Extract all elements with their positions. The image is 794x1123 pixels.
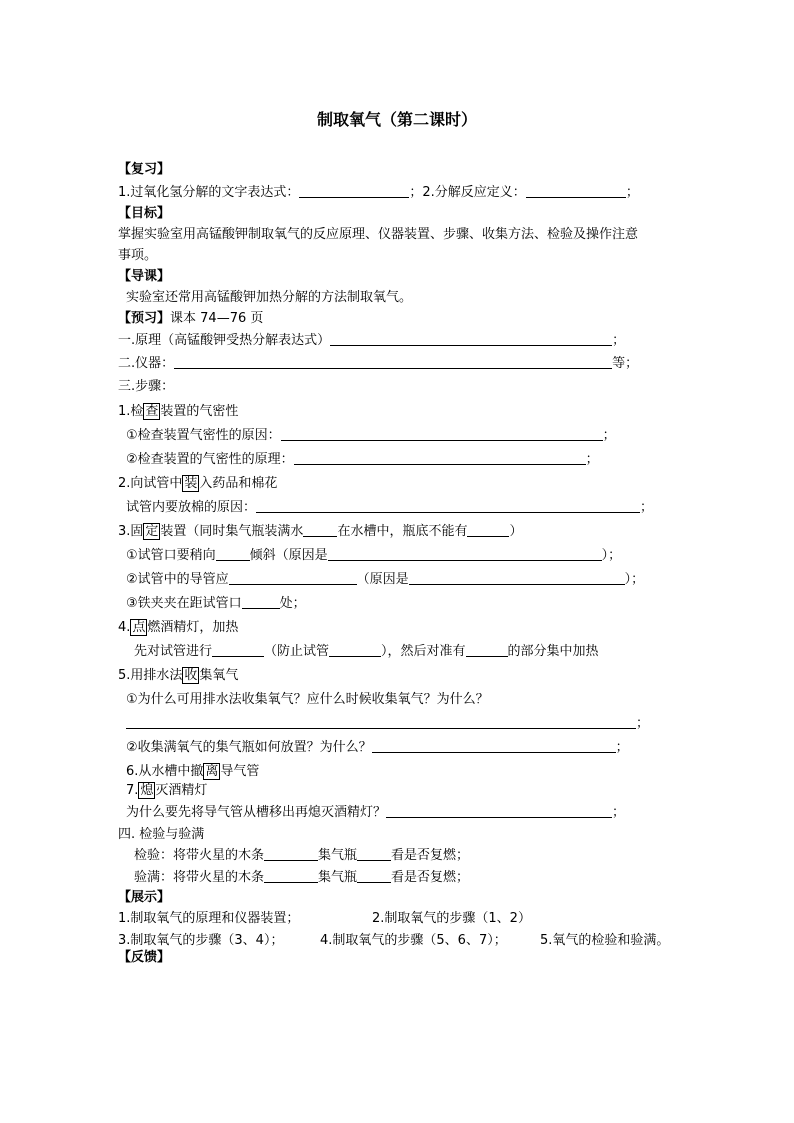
step-text: 燃酒精灯，加热 — [147, 620, 239, 635]
question-text: 集气瓶 — [318, 848, 358, 863]
question-text: （防止试管 — [264, 644, 330, 659]
step-text: ） — [509, 524, 523, 539]
answer-blank[interactable] — [329, 643, 381, 657]
answer-blank[interactable] — [126, 715, 636, 729]
show-item-5: 5.氧气的检验和验满。 — [540, 933, 670, 948]
step-text: 灭酒精灯 — [155, 783, 208, 798]
step-1 — [118, 403, 238, 421]
semicolon: ； — [640, 500, 654, 515]
answer-blank[interactable] — [386, 804, 612, 818]
step-6 — [126, 763, 259, 781]
step-5a-answer — [126, 715, 649, 733]
preview-pages: 课本 74—76 页 — [170, 311, 264, 326]
answer-blank[interactable] — [372, 739, 616, 753]
step-text: 装置（同时集气瓶装满水 — [160, 524, 304, 539]
boxed-char: 离 — [205, 764, 219, 779]
answer-blank[interactable] — [216, 547, 250, 561]
question-text: 检验：将带火星的木条 — [134, 848, 265, 863]
intro-text: 实验室还常用高锰酸钾加热分解的方法制取氧气。 — [126, 290, 413, 305]
question-text: ）； — [601, 548, 622, 563]
answer-blank[interactable] — [467, 523, 509, 537]
step-7a — [126, 804, 625, 822]
step-5b — [126, 739, 629, 757]
step-2a — [126, 499, 653, 517]
boxed-char: 装 — [184, 476, 198, 491]
question-text: ②收集满氧气的集气瓶如何放置？为什么？ — [126, 740, 372, 755]
question-text: 为什么要先将导气管从槽移出再熄灭酒精灯？ — [126, 805, 387, 820]
page-title: 制取氧气（第二课时） — [316, 110, 477, 129]
boxed-char: 定 — [145, 524, 159, 539]
answer-blank[interactable] — [294, 451, 586, 465]
step-text: 6.从水槽中撤 — [126, 764, 204, 779]
step-2 — [118, 475, 277, 493]
section-goal-header: 【目标】 — [118, 206, 171, 221]
question-text: 看是否复燃； — [391, 870, 470, 885]
step-text: 7. — [126, 783, 139, 798]
semicolon: ； — [602, 428, 616, 443]
question-text: 试管内要放棉的原因： — [126, 500, 257, 515]
question-text: 集气瓶 — [318, 870, 358, 885]
step-3 — [118, 523, 522, 541]
step-1b — [126, 451, 599, 469]
question-text: 验满：将带火星的木条 — [134, 870, 265, 885]
show-item-4: 4.制取氧气的步骤（5、6、7）； — [320, 933, 507, 948]
step-text: 5.用排水法 — [118, 668, 183, 683]
check-line-2 — [134, 869, 469, 887]
question-text: （原因是 — [356, 572, 409, 587]
step-4a — [134, 643, 599, 661]
answer-blank[interactable] — [256, 499, 640, 513]
semicolon: ； — [585, 452, 599, 467]
question-text: ①试管口要稍向 — [126, 548, 216, 563]
answer-blank[interactable] — [466, 643, 508, 657]
check-line-1 — [134, 847, 469, 865]
answer-blank[interactable] — [242, 595, 280, 609]
answer-blank[interactable] — [328, 547, 602, 561]
answer-blank[interactable] — [357, 869, 391, 883]
step-1a — [126, 427, 616, 445]
instruments-end: 等； — [612, 356, 639, 371]
section-show-header: 【展示】 — [118, 890, 171, 905]
answer-blank[interactable] — [281, 427, 603, 441]
review-q2: ；2.分解反应定义： — [409, 185, 526, 200]
instruments-line — [118, 355, 638, 373]
section-preview-header: 【预习】 — [118, 311, 171, 326]
question-text: ③铁夹夹在距试管口 — [126, 596, 242, 611]
answer-blank[interactable] — [409, 571, 625, 585]
question-text: ①检查装置气密性的原因： — [126, 428, 281, 443]
step-7 — [126, 782, 207, 800]
question-text: 看是否复燃； — [391, 848, 470, 863]
answer-blank[interactable] — [212, 643, 264, 657]
semicolon: ； — [612, 805, 626, 820]
principle-line — [118, 332, 625, 350]
check-header: 四. 检验与验满 — [118, 827, 205, 842]
semicolon: ； — [615, 740, 629, 755]
boxed-char: 熄 — [140, 783, 154, 798]
step-4 — [118, 619, 238, 637]
section-intro-header: 【导课】 — [118, 269, 171, 284]
step-text: 4. — [118, 620, 131, 635]
boxed-char: 点 — [132, 620, 146, 635]
answer-blank[interactable] — [229, 571, 357, 585]
question-text: 倾斜（原因是 — [249, 548, 328, 563]
question-text: ②检查装置的气密性的原理： — [126, 452, 294, 467]
step-text: 集氧气 — [199, 668, 239, 683]
section-review-header: 【复习】 — [118, 162, 171, 177]
step-text: 装置的气密性 — [160, 404, 239, 419]
step-text: 2.向试管中 — [118, 476, 183, 491]
step-5a: ①为什么可用排水法收集氧气？应什么时候收集氧气？为什么？ — [126, 692, 489, 707]
show-item-2: 2.制取氧气的步骤（1、2） — [372, 911, 531, 926]
answer-blank[interactable] — [526, 184, 626, 198]
steps-header: 三.步骤： — [118, 379, 175, 394]
semicolon: ； — [612, 333, 626, 348]
boxed-char: 收 — [184, 668, 198, 683]
boxed-char: 查 — [145, 404, 159, 419]
step-text: 导气管 — [220, 764, 260, 779]
review-end: ； — [625, 185, 639, 200]
question-text: ），然后对准有 — [381, 644, 466, 659]
answer-blank[interactable] — [174, 355, 612, 369]
question-text: ②试管中的导管应 — [126, 572, 229, 587]
review-line — [118, 184, 639, 202]
preview-line — [118, 310, 263, 328]
answer-blank[interactable] — [264, 847, 318, 861]
principle-label: 一.原理（高锰酸钾受热分解表达式） — [118, 333, 331, 348]
answer-blank[interactable] — [299, 184, 409, 198]
goal-line-2: 事项。 — [118, 248, 158, 263]
answer-blank[interactable] — [264, 869, 318, 883]
section-feedback-header: 【反馈】 — [118, 950, 171, 965]
step-text: 在水槽中，瓶底不能有 — [337, 524, 468, 539]
step-3c — [126, 595, 306, 613]
answer-blank[interactable] — [303, 523, 337, 537]
step-text: 3.固 — [118, 524, 144, 539]
semicolon: ； — [636, 716, 650, 731]
show-item-3: 3.制取氧气的步骤（3、4）； — [118, 933, 284, 948]
question-text: 先对试管进行 — [134, 644, 213, 659]
review-q1: 1.过氧化氢分解的文字表达式： — [118, 185, 300, 200]
step-text: 入药品和棉花 — [199, 476, 278, 491]
question-text: 处； — [279, 596, 306, 611]
answer-blank[interactable] — [330, 332, 612, 346]
instruments-label: 二.仪器： — [118, 356, 175, 371]
step-5 — [118, 667, 238, 685]
question-text: 的部分集中加热 — [507, 644, 599, 659]
step-3b — [126, 571, 644, 589]
step-3a — [126, 547, 621, 565]
answer-blank[interactable] — [357, 847, 391, 861]
question-text: ）； — [624, 572, 645, 587]
step-text: 1.检 — [118, 404, 144, 419]
goal-line-1: 掌握实验室用高锰酸钾制取氧气的反应原理、仪器装置、步骤、收集方法、检验及操作注意 — [118, 227, 639, 242]
show-item-1: 1.制取氧气的原理和仪器装置； — [118, 911, 300, 926]
